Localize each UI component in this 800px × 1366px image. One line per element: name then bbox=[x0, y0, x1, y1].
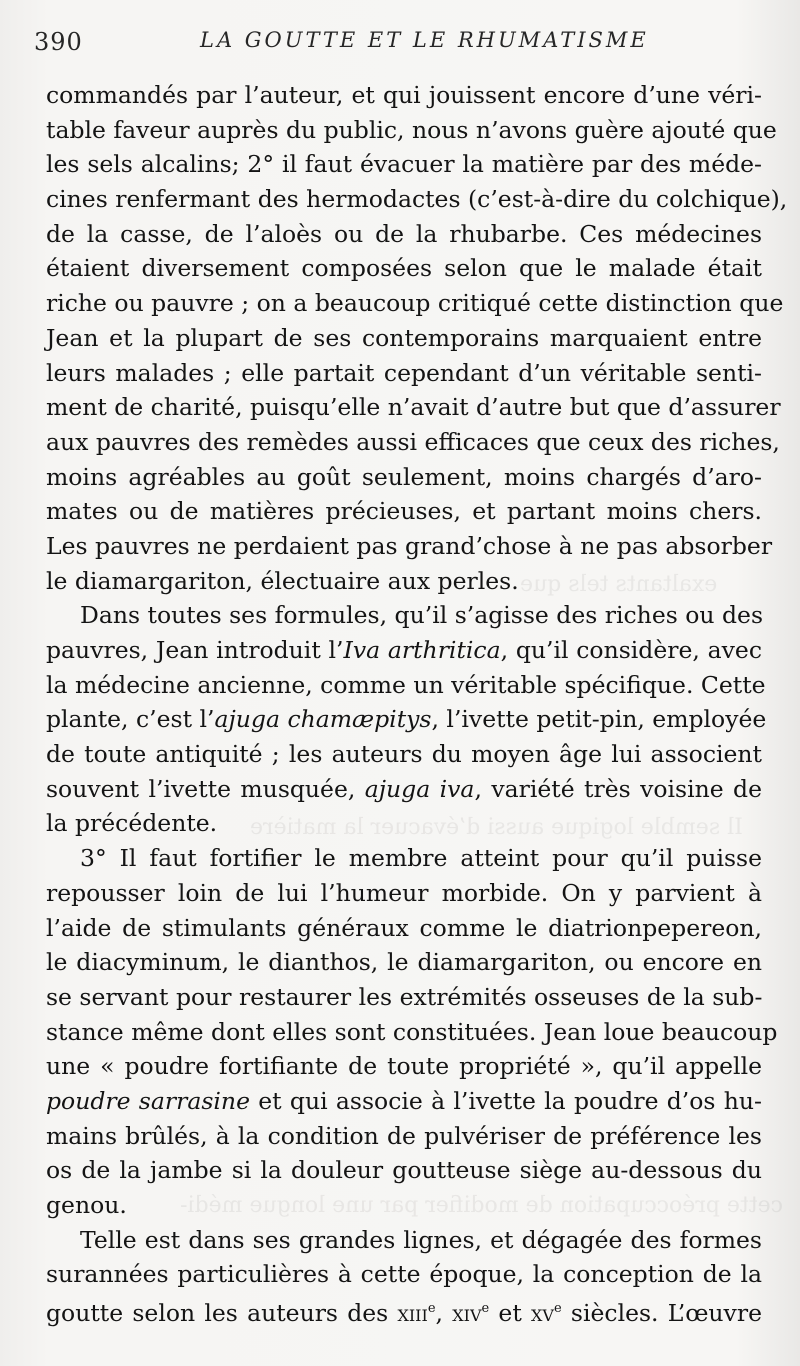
text-line: riche ou pauvre ; on a beaucoup critiqué cette distinction que bbox=[46, 289, 784, 318]
text-fragment: , bbox=[435, 1298, 453, 1327]
text-fragment: plante, c’est l’ bbox=[46, 705, 215, 734]
text-line: 3° Il faut fortifier le membre atteint pour qu’il puisse bbox=[80, 844, 762, 873]
text-line bbox=[46, 1084, 762, 1119]
text-line: Jean et la plupart de ses contemporains marquaient entre bbox=[46, 323, 762, 352]
bleed-through-text: Il semble logique aussi d’évacuer la matière bbox=[250, 815, 743, 840]
text-fragment: pauvres, Jean introduit l’ bbox=[46, 636, 344, 664]
text-line: une « poudre fortifiante de toute propriété », qu’il appelle bbox=[46, 1052, 762, 1081]
latin-term: Iva arthritica bbox=[343, 636, 501, 664]
text-line: de la casse, de l’aloès ou de la rhubarbe. Ces médecines bbox=[46, 219, 762, 248]
text-line bbox=[46, 772, 762, 807]
paragraph bbox=[46, 78, 788, 598]
text-line: se servant pour restaurer les extrémités osseuses de la sub- bbox=[46, 982, 763, 1011]
text-line: l’aide de stimulants généraux comme le diatrionpepereon, bbox=[46, 913, 762, 942]
text-fragment: et bbox=[489, 1298, 532, 1327]
text-line: le diacyminum, le dianthos, le diamargariton, ou encore en bbox=[46, 948, 762, 977]
running-head: LA GOUTTE ET LE RHUMATISME bbox=[200, 28, 649, 52]
text-fragment: Dans toutes ses formules, qu’il s’agisse des riches ou des bbox=[80, 601, 764, 630]
bleed-through-text: cette préoccupation de modifier par une longue médi- bbox=[180, 1193, 783, 1218]
body-text bbox=[46, 78, 788, 1327]
text-line: de toute antiquité ; les auteurs du moyen âge lui associent bbox=[46, 740, 762, 769]
text-fragment: et qui associe à l’ivette la poudre d’os hu- bbox=[249, 1086, 762, 1115]
text-line: étaient diversement composées selon que le malade était bbox=[46, 254, 762, 283]
text-fragment: , variété très voisine de bbox=[474, 774, 762, 803]
superscript: e bbox=[427, 1301, 436, 1317]
text-line: les sels alcalins; 2° il faut évacuer la matière par des méde- bbox=[46, 150, 762, 179]
text-fragment: souvent l’ivette musquée, bbox=[46, 774, 365, 803]
paragraph bbox=[46, 1223, 762, 1327]
text-line: aux pauvres des remèdes aussi efficaces que ceux des riches, bbox=[46, 427, 780, 456]
text-fragment: , qu’il considère, avec bbox=[500, 636, 762, 664]
superscript: e bbox=[481, 1301, 490, 1317]
text-line bbox=[46, 633, 762, 668]
text-fragment: siècles. L’œuvre bbox=[561, 1298, 762, 1327]
text-line: moins agréables au goût seulement, moins chargés d’aro- bbox=[46, 462, 762, 491]
paragraph bbox=[46, 598, 767, 841]
century-roman: xiii bbox=[397, 1298, 428, 1327]
text-fragment: , l’ivette petit-pin, employée bbox=[431, 705, 767, 734]
text-line: mates ou de matières précieuses, et partant moins chers. bbox=[46, 497, 762, 526]
text-line: leurs malades ; elle partait cependant d’un véritable senti- bbox=[46, 358, 762, 387]
text-line: Telle est dans ses grandes lignes, et dégagée des formes bbox=[80, 1225, 762, 1254]
century-roman: xiv bbox=[452, 1298, 482, 1327]
text-line: la médecine ancienne, comme un véritable spécifique. Cette bbox=[46, 670, 766, 699]
text-line: os de la jambe si la douleur goutteuse siège au-dessous du bbox=[46, 1156, 762, 1185]
text-line: la précédente. bbox=[46, 809, 218, 838]
text-line: ment de charité, puisqu’elle n’avait d’autre but que d’assurer bbox=[46, 393, 781, 422]
text-line: stance même dont elles sont constituées. Jean loue beaucoup bbox=[46, 1017, 778, 1046]
paragraph bbox=[46, 841, 778, 1223]
latin-term: ajuga chamæpitys bbox=[214, 705, 432, 734]
page-number: 390 bbox=[34, 28, 83, 56]
bleed-through-text: exaltants tels que bbox=[520, 572, 718, 597]
text-line: genou. bbox=[46, 1191, 127, 1219]
text-fragment: goutte selon les auteurs des bbox=[46, 1298, 398, 1327]
text-line: commandés par l’auteur, et qui jouissent encore d’une véri- bbox=[46, 81, 762, 109]
text-line: surannées particulières à cette époque, la conception de la bbox=[46, 1260, 762, 1289]
text-line: repousser loin de lui l’humeur morbide. On y parvient à bbox=[46, 878, 762, 907]
text-line: le diamargariton, électuaire aux perles. bbox=[46, 566, 519, 595]
century-roman: xv bbox=[531, 1298, 554, 1327]
term-poudre-sarrasine: poudre sarrasine bbox=[46, 1086, 250, 1115]
text-line: table faveur auprès du public, nous n’avons guère ajouté que bbox=[46, 115, 777, 144]
superscript: e bbox=[553, 1301, 562, 1317]
latin-term: ajuga iva bbox=[364, 774, 475, 803]
text-line: mains brûlés, à la condition de pulvériser de préférence les bbox=[46, 1121, 762, 1150]
text-line: Les pauvres ne perdaient pas grand’chose à ne pas absorber bbox=[46, 531, 773, 560]
text-line bbox=[46, 702, 767, 737]
text-line bbox=[46, 1292, 762, 1327]
text-line bbox=[46, 598, 762, 633]
text-line: cines renfermant des hermodactes (c’est-à-dire du colchique), bbox=[46, 185, 788, 214]
